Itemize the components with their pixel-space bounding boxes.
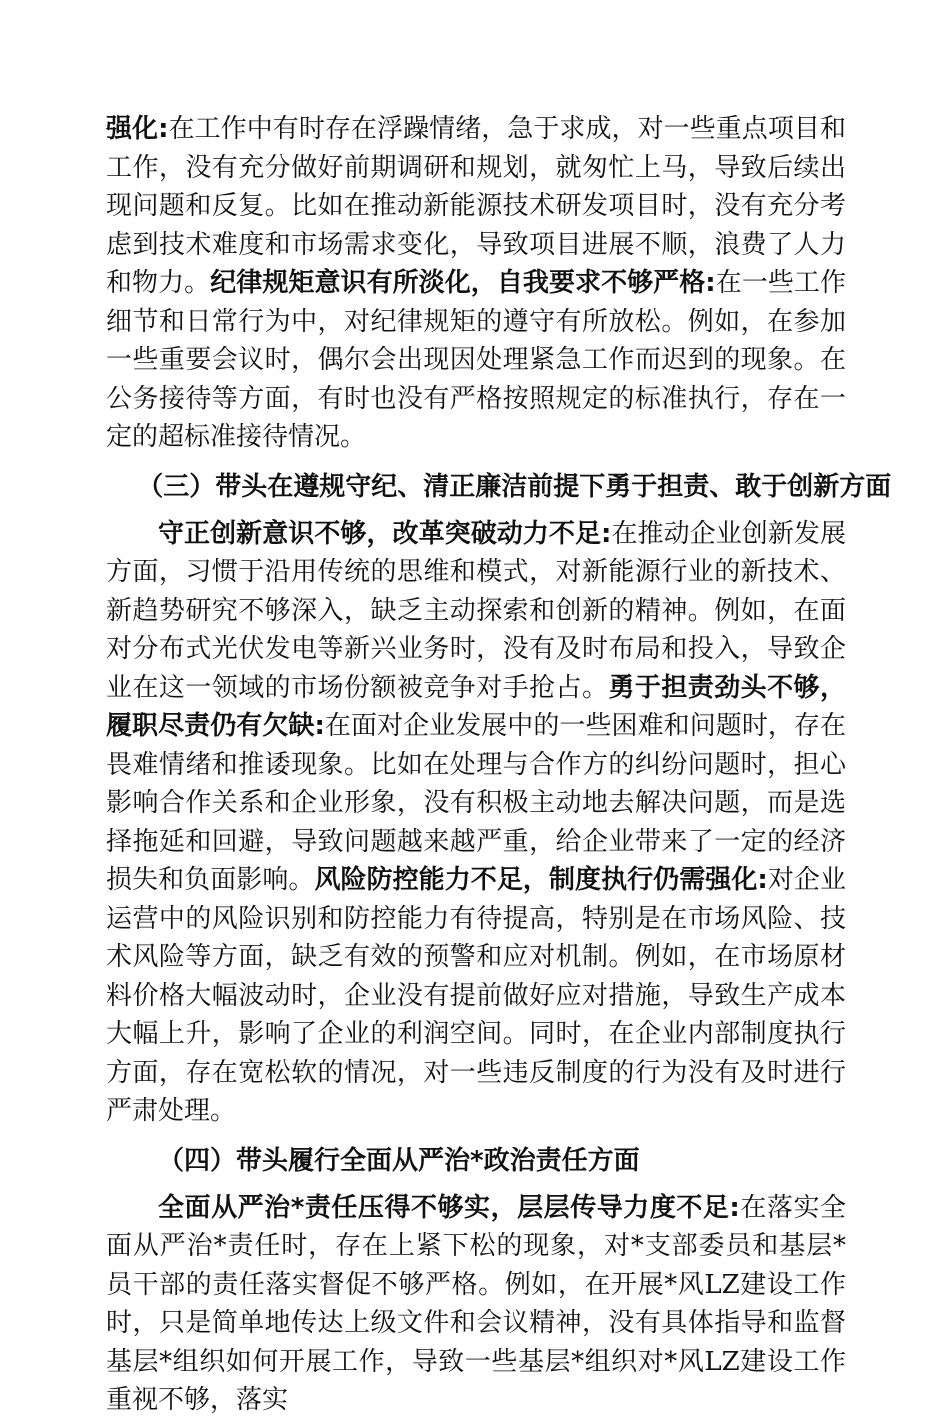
- paragraph-text: 在工作中有时存在浮躁情绪，急于求成，对一些重点项目和工作，没有充分做好前期调研和规划，就匆忙上马，导致后续出现问题和反复。比如在推动新能源技术研发项目时，没有充分考虑到技术难度和市场需求变化，导致项目进展不顺，浪费了人力和物力。: [106, 114, 846, 298]
- bold-lead: 风险防控能力不足，制度执行仍需强化:: [314, 865, 768, 895]
- paragraph-text: 在落实全面从严治*责任时，存在上紧下松的现象，对*支部委员和基层*员干部的责任落实督促不够严格。例如，在开展*风LZ建设工作时，只是简单地传达上级文件和会议精神，没有具体指导和监督基层*组织如何开展工作，导致一些基层*组织对*风LZ建设工作重视不够，落实: [106, 1192, 846, 1415]
- continuation-paragraph: [106, 110, 846, 457]
- section-heading-3: （三）带头在遵规守纪、清正廉洁前提下勇于担责、敢于创新方面: [137, 471, 892, 502]
- bold-lead: 勇于担责劲头不够，履职尽责仍有欠缺:: [106, 672, 846, 741]
- paragraph-text: 在一些工作细节和日常行为中，对纪律规矩的遵守有所放松。例如，在参加一些重要会议时，偶尔会出现因处理紧急工作而迟到的现象。在公务接待等方面，有时也没有严格按照规定的标准执行，存在一定的超标准接待情况。: [106, 268, 846, 452]
- paragraph-text: 对企业运营中的风险识别和防控能力有待提高，特别是在市场风险、技术风险等方面，缺乏有效的预警和应对机制。例如，在市场原材料价格大幅波动时，企业没有提前做好应对措施，导致生产成本大幅上升，影响了企业的利润空间。同时，在企业内部制度执行方面，存在宽松软的情况，对一些违反制度的行为没有及时进行严肃处理。: [106, 865, 846, 1126]
- bold-lead: 守正创新意识不够，改革突破动力不足:: [158, 518, 612, 549]
- paragraph-text: 在推动企业创新发展方面，习惯于沿用传统的思维和模式，对新能源行业的新技术、新趋势研究不够深入，缺乏主动探索和创新的精神。例如，在面对分布式光伏发电等新兴业务时，没有及时布局和投入，导致企业在这一领域的市场份额被竞争对手抢占。: [106, 518, 846, 703]
- bold-lead: 全面从严治*责任压得不够实，层层传导力度不足:: [158, 1192, 740, 1223]
- document-page: [106, 110, 892, 1420]
- bold-lead: 强化:: [106, 114, 169, 144]
- bold-lead: 纪律规矩意识有所淡化，自我要求不够严格:: [210, 268, 716, 298]
- section3-paragraph: [106, 515, 846, 1131]
- section4-paragraph: [106, 1189, 846, 1420]
- section-heading-4: （四）带头履行全面从严治*政治责任方面: [158, 1145, 640, 1176]
- paragraph-text: 在面对企业发展中的一些困难和问题时，存在畏难情绪和推诿现象。比如在处理与合作方的纠纷问题时，担心影响合作关系和企业形象，没有积极主动地去解决问题，而是选择拖延和回避，导致问题越来越严重，给企业带来了一定的经济损失和负面影响。: [106, 711, 846, 895]
